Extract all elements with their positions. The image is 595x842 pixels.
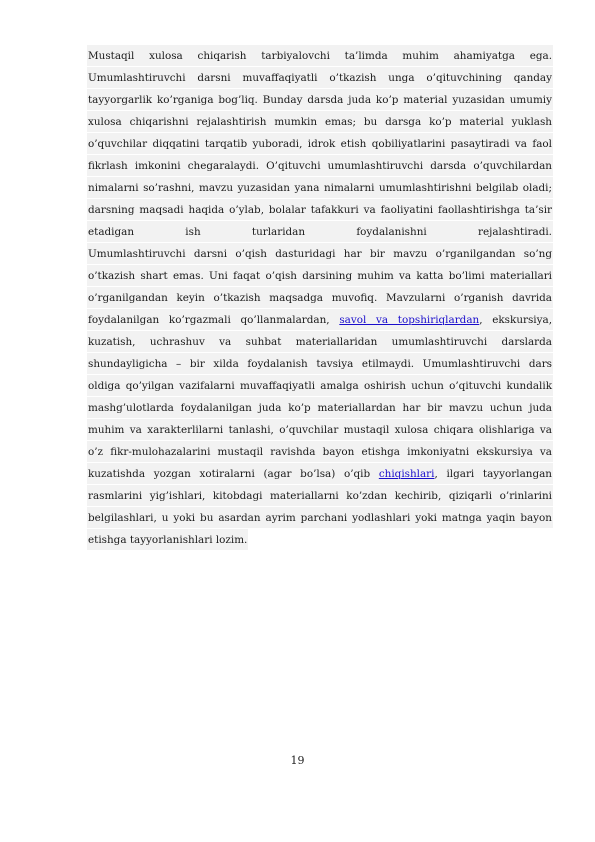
text-line: Mustaqil xulosa chiqarish tarbiyalovchi ta’limda muhim ahamiyatga ega. xyxy=(87,45,553,67)
text-line: xulosa chiqarishni rejalashtirish mumkin emas; bu darsga ko’p material yuklash xyxy=(87,111,553,133)
text-line: o’tkazish shart emas. Uni faqat o’qish darsining muhim va katta bo’limi materiallari xyxy=(87,265,553,287)
text-line: kuzatish, uchrashuv va suhbat materiallaridan umumlashtiruvchi darslarda xyxy=(87,331,553,353)
text-line: Umumlashtiruvchi darsni o’qish dasturidagi har bir mavzu o’rganilgandan so’ng xyxy=(87,243,553,265)
text-segment: , ekskursiya, xyxy=(479,314,552,326)
text-line xyxy=(87,463,553,485)
text-line: belgilashlari, u yoki bu asardan ayrim parchani yodlashlari yoki matnga yaqin bayon xyxy=(87,507,553,529)
text-segment: foydalanilgan ko’rgazmali qo’llanmalardan, xyxy=(88,314,340,326)
text-line: o’z fikr-mulohazalarini mustaqil ravishda bayon etishga imkoniyatni ekskursiya va xyxy=(87,441,553,463)
text-line: etishga tayyorlanishlari lozim. xyxy=(87,529,248,551)
text-line: nimalarni so’rashni, mavzu yuzasidan yana nimalarni umumlashtirishni belgilab oladi; xyxy=(87,177,553,199)
text-line: mashg’ulotlarda foydalanilgan juda ko’p materiallardan har bir mavzu uchun juda xyxy=(87,397,553,419)
text-line: tayyorgarlik ko’rganiga bog’liq. Bunday darsda juda ko’p material yuzasidan umumiy xyxy=(87,89,553,111)
text-line: oldiga qo’yilgan vazifalarni muvaffaqiyatli amalga oshirish uchun o’qituvchi kundalik xyxy=(87,375,553,397)
body-text xyxy=(87,45,553,555)
text-segment: , ilgari tayyorlangan xyxy=(434,468,552,480)
text-line: shundayligicha – bir xilda foydalanish tavsiya etilmaydi. Umumlashtiruvchi dars xyxy=(87,353,553,375)
text-line: muhim va xarakterlilarni tanlashi, o’quvchilar mustaqil xulosa chiqara olishlariga va xyxy=(87,419,553,441)
page-number: 19 xyxy=(290,754,305,767)
text-line: o’quvchilar diqqatini tarqatib yuboradi, idrok etish qobiliyatlarini pasaytiradi va faol xyxy=(87,133,553,155)
hyperlink[interactable]: chiqishlari xyxy=(378,468,435,480)
text-line: etadigan ish turlaridan foydalanishni rejalashtiradi. xyxy=(87,221,553,243)
hyperlink[interactable]: savol va topshiriqlardan xyxy=(339,314,480,326)
text-line: darsning maqsadi haqida o’ylab, bolalar tafakkuri va faoliyatini faollashtirishga ta’sir xyxy=(87,199,553,221)
text-line xyxy=(87,309,553,331)
text-segment: kuzatishda yozgan xotiralarni (agar bo’lsa) o’qib xyxy=(88,468,379,480)
text-line: o’rganilgandan keyin o’tkazish maqsadga muvofiq. Mavzularni o’rganish davrida xyxy=(87,287,553,309)
text-line: Umumlashtiruvchi darsni muvaffaqiyatli o’tkazish unga o’qituvchining qanday xyxy=(87,67,553,89)
text-line: fikrlash imkonini chegaralaydi. O’qituvchi umumlashtiruvchi darsda o’quvchilardan xyxy=(87,155,553,177)
text-line: rasmlarini yig’ishlari, kitobdagi materiallarni ko’zdan kechirib, qiziqarli o’rinlarini xyxy=(87,485,553,507)
